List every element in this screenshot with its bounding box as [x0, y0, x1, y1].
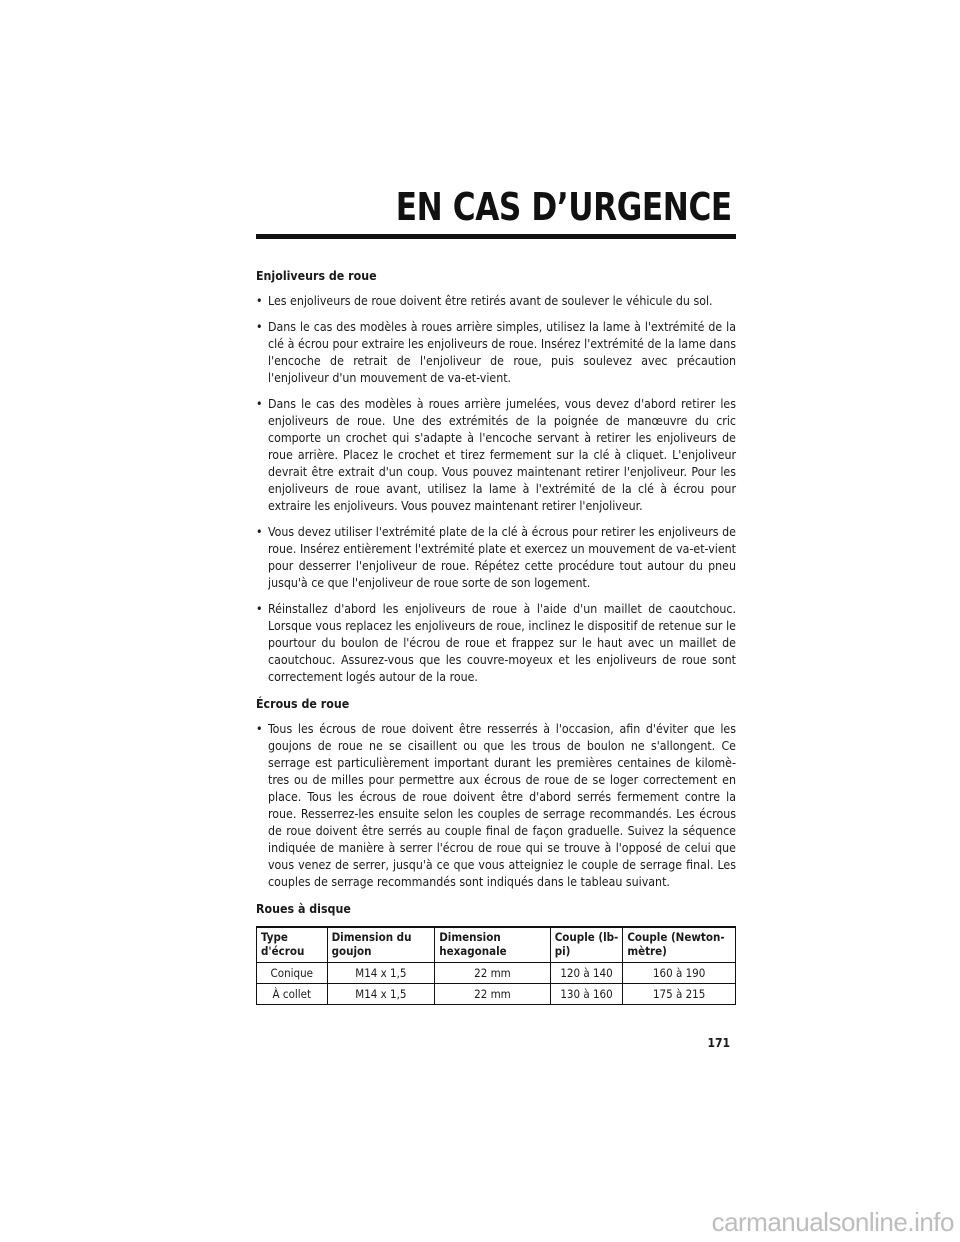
list-item: • Dans le cas des modèles à roues arrière jumelées, vous devez d'abord retirer les enjoliveurs de roue. Une des extrémités de la poignée de manœuvre du cric comporte un crochet qui s'adapte à l'encoche servant à retirer les enjoliveurs de roue arrière. Placez le crochet et tirez fermement sur la clé à cliquet. L'enjoliveur devrait être extrait d'un coup. Vous pouvez maintenant retirer l'enjoliveur. Pour les enjoliveurs de roue avant, utilisez la lame à l'extrémité de la clé à écrou pour extraire les enjoliveurs. Vous pouvez maintenant retirer l'enjoliveur.: [256, 397, 736, 513]
hubcaps-list: [256, 293, 736, 686]
table-cell: 175 à 215: [623, 984, 736, 1005]
table-cell: 22 mm: [435, 984, 551, 1005]
list-item: • Vous devez utiliser l'extrémité plate de la clé à écrous pour retirer les enjoliveurs de roue. Insérez entièrement l'extrémité plate et exercez un mouvement de va-et-vient pour desserrer l'enjoliveur de roue. Répétez cette procédure tout autour du pneu jusqu'à ce que l'enjoliveur de roue sorte de son logement.: [256, 525, 736, 590]
table-row: [257, 984, 736, 1005]
column-header: Dimension du goujon: [327, 927, 435, 963]
table-cell: 120 à 140: [550, 963, 623, 984]
watermark: carmanualsonline.info: [711, 1207, 954, 1237]
table-cell: 130 à 160: [550, 984, 623, 1005]
section-heading-hubcaps: Enjoliveurs de roue: [256, 269, 377, 283]
bullet-icon: •: [256, 525, 263, 539]
bullet-icon: •: [256, 602, 263, 616]
torque-table: [256, 926, 736, 1005]
table-cell: M14 x 1,5: [327, 963, 435, 984]
table-header-row: [257, 927, 736, 963]
list-item: • Tous les écrous de roue doivent être resserrés à l'occasion, afin d'éviter que les goujons de roue ne se cisaillent ou que les trous de boulon ne s'allongent. Ce serrage est particulièrement important durant les premières centaines de kilomè-tres ou de milles pour permettre aux écrous de roue de se loger correctement en place. Tous les écrous de roue doivent être d'abord serrés fermement contre la roue. Resserrez-les ensuite selon les couples de serrage recommandés. Les écrous de roue doivent être serrés au couple final de façon graduelle. Suivez la séquence indiquée de manière à serrer l'écrou de roue qui se trouve à l'opposé de celui que vous venez de serrer, jusqu'à ce que vous atteigniez le couple de serrage final. Les couples de serrage recommandés sont indiqués dans le tableau suivant.: [256, 722, 736, 889]
table-cell: Conique: [257, 963, 328, 984]
list-item: • Réinstallez d'abord les enjoliveurs de roue à l'aide d'un maillet de caoutchouc. Lorsque vous replacez les enjoliveurs de roue, inclinez le dispositif de retenue sur le pourtour du boulon de l'écrou de roue et frappez sur le haut avec un maillet de caoutchouc. Assurez-vous que les couvre-moyeux et les enjoliveurs de roue sont correctement logés autour de la roue.: [256, 602, 736, 684]
bullet-icon: •: [256, 320, 263, 334]
table-row: [257, 963, 736, 984]
column-header: Dimension hexagonale: [435, 927, 551, 963]
column-header: Couple (Newton-mètre): [623, 927, 736, 963]
page-content: [256, 268, 736, 1005]
table-cell: 22 mm: [435, 963, 551, 984]
lug-nuts-list: [256, 721, 736, 891]
bullet-icon: •: [256, 294, 263, 308]
column-header: Couple (lb-pi): [550, 927, 623, 963]
table-heading: Roues à disque: [256, 902, 351, 916]
table-cell: M14 x 1,5: [327, 984, 435, 1005]
list-item: • Dans le cas des modèles à roues arrière simples, utilisez la lame à l'extrémité de la clé à écrou pour extraire les enjoliveurs de roue. Insérez l'extrémité de la lame dans l'encoche de retrait de l'enjoliveur de roue, puis soulevez avec précaution l'enjoliveur d'un mouvement de va-et-vient.: [256, 320, 736, 385]
section-heading-lug-nuts: Écrous de roue: [256, 697, 350, 711]
list-item: • Les enjoliveurs de roue doivent être retirés avant de soulever le véhicule du sol.: [256, 294, 713, 308]
column-header: Type d'écrou: [257, 927, 328, 963]
table-cell: À collet: [257, 984, 328, 1005]
header-rule: [256, 234, 736, 239]
table-cell: 160 à 190: [623, 963, 736, 984]
chapter-title: EN CAS D’URGENCE: [395, 185, 732, 229]
bullet-icon: •: [256, 722, 263, 736]
bullet-icon: •: [256, 397, 263, 411]
page-number: 171: [707, 1036, 730, 1050]
